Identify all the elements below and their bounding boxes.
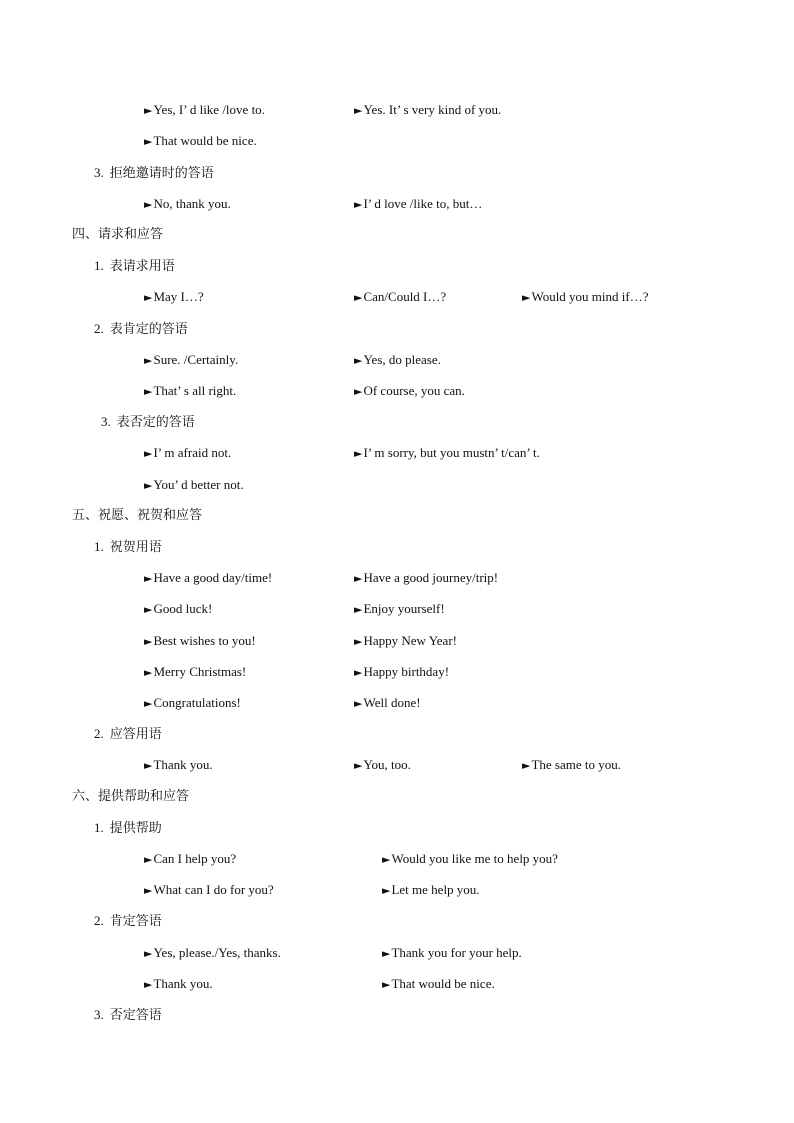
phrase-row: [0, 849, 794, 869]
phrase-item: ►Can/Could I…?: [354, 289, 447, 304]
phrase-row: [0, 287, 794, 307]
phrase-item: ►Let me help you.: [382, 882, 480, 897]
phrase-row: [0, 131, 794, 151]
phrase-item: ►Good luck!: [144, 601, 213, 616]
phrase-item: ►That would be nice.: [144, 133, 257, 148]
phrase-item: ►Sure. /Certainly.: [144, 352, 239, 367]
arrow-marker-icon: ►: [354, 354, 363, 367]
phrase-item: ►Yes. It’ s very kind of you.: [354, 102, 502, 117]
arrow-marker-icon: ►: [354, 572, 363, 585]
arrow-marker-icon: ►: [382, 853, 391, 866]
arrow-marker-icon: ►: [522, 291, 531, 304]
phrase-item: ►May I…?: [144, 289, 204, 304]
arrow-marker-icon: ►: [144, 104, 153, 117]
arrow-marker-icon: ►: [144, 666, 153, 679]
phrase-item: ►Would you mind if…?: [522, 289, 649, 304]
phrase-item: ►Congratulations!: [144, 695, 241, 710]
arrow-marker-icon: ►: [144, 884, 153, 897]
arrow-marker-icon: ►: [354, 291, 363, 304]
arrow-marker-icon: ►: [144, 635, 153, 648]
phrase-item: ►Thank you.: [144, 976, 213, 991]
arrow-marker-icon: ►: [144, 135, 153, 148]
phrase-item: ►Happy New Year!: [354, 633, 457, 648]
phrase-row: [0, 100, 794, 120]
phrase-item: ►You’ d better not.: [144, 477, 244, 492]
subsection-title: 2. 应答用语: [94, 726, 162, 742]
phrase-item: ►That would be nice.: [382, 976, 495, 991]
arrow-marker-icon: ►: [382, 978, 391, 991]
phrase-item: ►Can I help you?: [144, 851, 237, 866]
phrase-item: ►Happy birthday!: [354, 664, 450, 679]
phrase-row: [0, 755, 794, 775]
subsection-title: 1. 表请求用语: [94, 258, 175, 274]
subsection-title: 3. 拒绝邀请时的答语: [94, 165, 214, 181]
section-heading: 六、提供帮助和应答: [72, 789, 190, 804]
phrase-row: [0, 631, 794, 651]
phrase-item: ►Enjoy yourself!: [354, 601, 445, 616]
subsection-title: 3. 否定答语: [94, 1007, 162, 1023]
phrase-item: ►Yes, please./Yes, thanks.: [144, 945, 281, 960]
phrase-row: [0, 381, 794, 401]
arrow-marker-icon: ►: [144, 479, 153, 492]
arrow-marker-icon: ►: [354, 666, 363, 679]
arrow-marker-icon: ►: [354, 385, 363, 398]
subsection-title: 1. 祝贺用语: [94, 539, 162, 555]
arrow-marker-icon: ►: [144, 978, 153, 991]
phrase-item: ►Thank you for your help.: [382, 945, 522, 960]
phrase-item: ►What can I do for you?: [144, 882, 274, 897]
phrase-row: [0, 599, 794, 619]
phrase-item: ►You, too.: [354, 757, 411, 772]
arrow-marker-icon: ►: [144, 947, 153, 960]
phrase-item: ►I’ m afraid not.: [144, 445, 232, 460]
arrow-marker-icon: ►: [144, 697, 153, 710]
arrow-marker-icon: ►: [382, 947, 391, 960]
arrow-marker-icon: ►: [354, 447, 363, 460]
arrow-marker-icon: ►: [144, 853, 153, 866]
arrow-marker-icon: ►: [354, 198, 363, 211]
phrase-item: ►Have a good day/time!: [144, 570, 273, 585]
section-heading: 五、祝愿、祝贺和应答: [72, 508, 203, 523]
phrase-item: ►Thank you.: [144, 757, 213, 772]
subsection-title: 2. 肯定答语: [94, 913, 162, 929]
phrase-item: ►Merry Christmas!: [144, 664, 247, 679]
phrase-row: [0, 568, 794, 588]
arrow-marker-icon: ►: [144, 291, 153, 304]
phrase-item: ►Well done!: [354, 695, 421, 710]
arrow-marker-icon: ►: [354, 603, 363, 616]
phrase-row: [0, 943, 794, 963]
phrase-item: ►That’ s all right.: [144, 383, 237, 398]
phrase-row: [0, 194, 794, 214]
phrase-item: ►The same to you.: [522, 757, 622, 772]
phrase-item: ►No, thank you.: [144, 196, 231, 211]
section-heading: 四、请求和应答: [72, 227, 164, 242]
phrase-row: [0, 662, 794, 682]
arrow-marker-icon: ►: [354, 697, 363, 710]
phrase-item: ►Yes, I’ d like /love to.: [144, 102, 265, 117]
arrow-marker-icon: ►: [144, 447, 153, 460]
arrow-marker-icon: ►: [144, 759, 153, 772]
arrow-marker-icon: ►: [144, 572, 153, 585]
phrase-item: ►Would you like me to help you?: [382, 851, 558, 866]
phrase-row: [0, 693, 794, 713]
arrow-marker-icon: ►: [382, 884, 391, 897]
phrase-item: ►I’ d love /like to, but…: [354, 196, 483, 211]
subsection-title: 3. 表否定的答语: [101, 414, 195, 430]
phrase-row: [0, 974, 794, 994]
arrow-marker-icon: ►: [144, 198, 153, 211]
phrase-row: [0, 475, 794, 495]
subsection-title: 1. 提供帮助: [94, 820, 162, 836]
arrow-marker-icon: ►: [354, 104, 363, 117]
arrow-marker-icon: ►: [354, 635, 363, 648]
arrow-marker-icon: ►: [144, 603, 153, 616]
phrase-item: ►Yes, do please.: [354, 352, 441, 367]
phrase-row: [0, 880, 794, 900]
arrow-marker-icon: ►: [522, 759, 531, 772]
phrase-item: ►Best wishes to you!: [144, 633, 256, 648]
phrase-item: ►Have a good journey/trip!: [354, 570, 499, 585]
phrase-row: [0, 350, 794, 370]
phrase-item: ►I’ m sorry, but you mustn’ t/can’ t.: [354, 445, 540, 460]
phrase-row: [0, 443, 794, 463]
phrase-item: ►Of course, you can.: [354, 383, 465, 398]
arrow-marker-icon: ►: [144, 354, 153, 367]
arrow-marker-icon: ►: [354, 759, 363, 772]
subsection-title: 2. 表肯定的答语: [94, 321, 188, 337]
arrow-marker-icon: ►: [144, 385, 153, 398]
